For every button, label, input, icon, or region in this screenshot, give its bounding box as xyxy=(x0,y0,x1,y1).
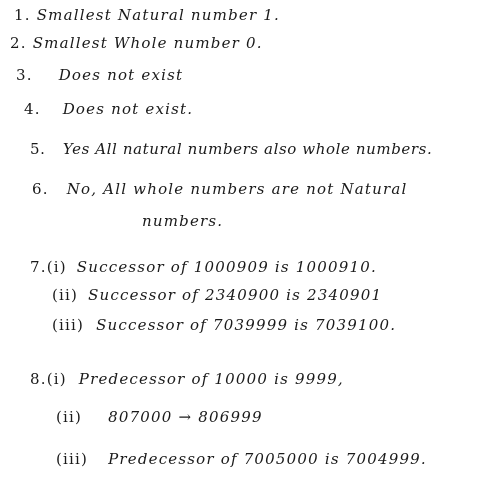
answer-text: Successor of 7039999 is 7039100. xyxy=(96,316,397,334)
answer-line-8-i xyxy=(30,370,344,388)
answer-text: No, All whole numbers are not Natural xyxy=(66,180,408,198)
answer-text: Smallest Whole number 0. xyxy=(32,34,263,52)
answer-number: 6. xyxy=(32,180,49,198)
answer-text: Successor of 2340900 is 2340901 xyxy=(88,286,383,304)
answer-text: Does not exist. xyxy=(62,100,194,118)
answer-number: (ii) xyxy=(56,408,83,426)
answer-number: 5. xyxy=(30,140,46,158)
answer-number: 2. xyxy=(10,34,27,52)
answer-line-7-i xyxy=(30,258,377,276)
answer-number: 4. xyxy=(24,100,41,118)
answer-text: Successor of 1000909 is 1000910. xyxy=(76,258,377,276)
answer-text: Predecessor of 10000 is 9999, xyxy=(78,370,344,388)
answer-text: Predecessor of 7005000 is 7004999. xyxy=(108,450,427,468)
answer-line-4 xyxy=(24,100,193,118)
answer-number: (iii) xyxy=(56,450,89,468)
answer-text: numbers. xyxy=(142,212,224,230)
answer-text: Yes All natural numbers also whole numbers. xyxy=(62,140,433,158)
answer-line-7-iii xyxy=(52,316,396,334)
answer-line-8-iii xyxy=(56,450,427,468)
answer-line-6 xyxy=(32,180,408,198)
answer-line-8-ii xyxy=(56,408,263,426)
answer-line-5 xyxy=(30,140,432,158)
answer-number: (iii) xyxy=(52,316,85,334)
answer-number: 8.(i) xyxy=(30,370,67,388)
answer-line-3 xyxy=(16,66,183,84)
answer-text: Does not exist xyxy=(58,66,184,84)
answer-line-7-ii xyxy=(52,286,382,304)
answer-number: 1. xyxy=(14,6,31,24)
answer-line-6-continued xyxy=(142,212,223,230)
answer-number: 3. xyxy=(16,66,33,84)
answer-number: (ii) xyxy=(52,286,79,304)
answer-number: 7.(i) xyxy=(30,258,67,276)
answer-line-1 xyxy=(14,6,280,24)
answer-text: 807000 → 806999 xyxy=(108,408,263,426)
answer-text: Smallest Natural number 1. xyxy=(36,6,281,24)
answer-line-2 xyxy=(10,34,263,52)
